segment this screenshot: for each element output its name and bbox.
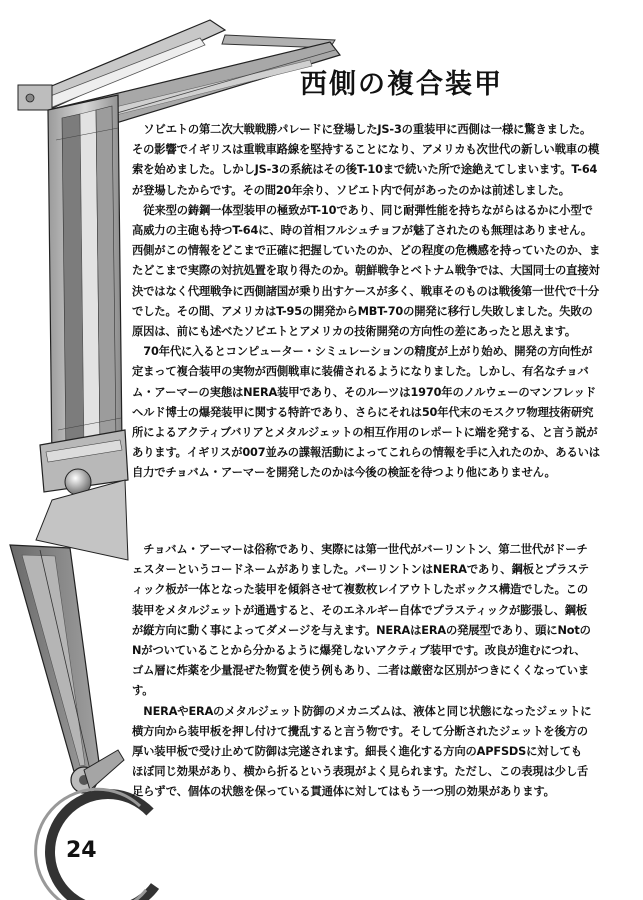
paragraph: ソビエトの第二次大戦戦勝パレードに登場したJS-3の重装甲に西側は一様に驚きました。その影響でイギリスは重戦車路線を堅持することになり、アメリカも次世代の新しい戦車の模索を始めました。しかしJS-3の系統はその後T-10まで続いた所で途絶えてしまいます。T-64が登場したからです。その間20年余り、ソビエト内で何があったのかは前述しました。 [132,123,600,197]
paragraph: チョバム・アーマーは俗称であり、実際には第一世代がバーリントン、第二世代がドーチェスターというコードネームがありました。バーリントンはNERAであり、鋼板とプラスティック板が一体となった装甲を傾斜させて複数枚レイアウトしたボックス構造でした。この装甲をメタルジェットが通過すると、そのエネルギー自体でプラスティックが膨張し、鋼板が縦方向に動く事によってダメージを与えます。NERAはERAの発展型であり、頭にNotのNがついていることから分かるように爆発しないアクティブ装甲です。改良が進むにつれ、ゴム層に炸薬を少量混ぜた物質を使う例もあり、二者は厳密な区別がつきにくくなっています。 [132,543,591,698]
page-title: 西側の複合装甲 [300,69,503,100]
paragraph: 従来型の鋳鋼一体型装甲の極致がT-10であり、同じ耐弾性能を持ちながらはるかに小型で高威力の主砲も持つT-64に、時の首相フルシュチョフが魅了されたのも無理はありません。西側がこの情報をどこまで正確に把握していたのか、どの程度の危機感を持っていたのか、またどこまで実際の対抗処置を取り得たのか。朝鮮戦争とベトナム戦争では、大国同士の直接対決ではなく代理戦争に西側諸国が乗り出すケースが多く、戦車そのものは戦後第一世代で十分でした。その間、アメリカはT-95の開発からMBT-70の開発に移行し失敗しました。失敗の原因は、前にも述べたソビエトとアメリカの技術開発の方向性の差にあったと思えます。 [132,203,601,339]
page-number: 24 [66,838,97,863]
paragraph: NERAやERAのメタルジェット防御のメカニズムは、液体と同じ状態になったジェットに横方向から装甲板を押し付けて攪乱すると言う物です。そして分断されたジェットを後方の厚い装甲板で受け止めて防御は完遂されます。細長く進化する方向のAPFSDSに対してもほぼ同じ効果があり、横から折るという表現がよく見られます。ただし、この表現は少し舌足らずで、個体の状態を保っている貫通体に対してはもう一つ別の効果があります。 [132,704,592,799]
article-body-bottom [132,540,592,803]
paragraph: 70年代に入るとコンピューター・シミュレーションの精度が上がり始め、開発の方向性が定まって複合装甲の実物が西側戦車に装備されるようになりました。しかし、有名なチョバム・アーマーの実態はNERA装甲であり、そのルーツは1970年のノルウェーのマンフレッドヘルド博士の爆発装甲に関する特許であり、さらにそれは50年代末のモスクワ物理技術研究所によるアクティブバリアとメタルジェットの相互作用のレポートに端を発する、と言う説があります。イギリスが007並みの諜報活動によってこれらの情報を手に入れたのか、あるいは自力でチョバム・アーマーを開発したのかは今後の検証を待つより他にありません。 [132,345,600,480]
article-body-top [132,120,602,484]
